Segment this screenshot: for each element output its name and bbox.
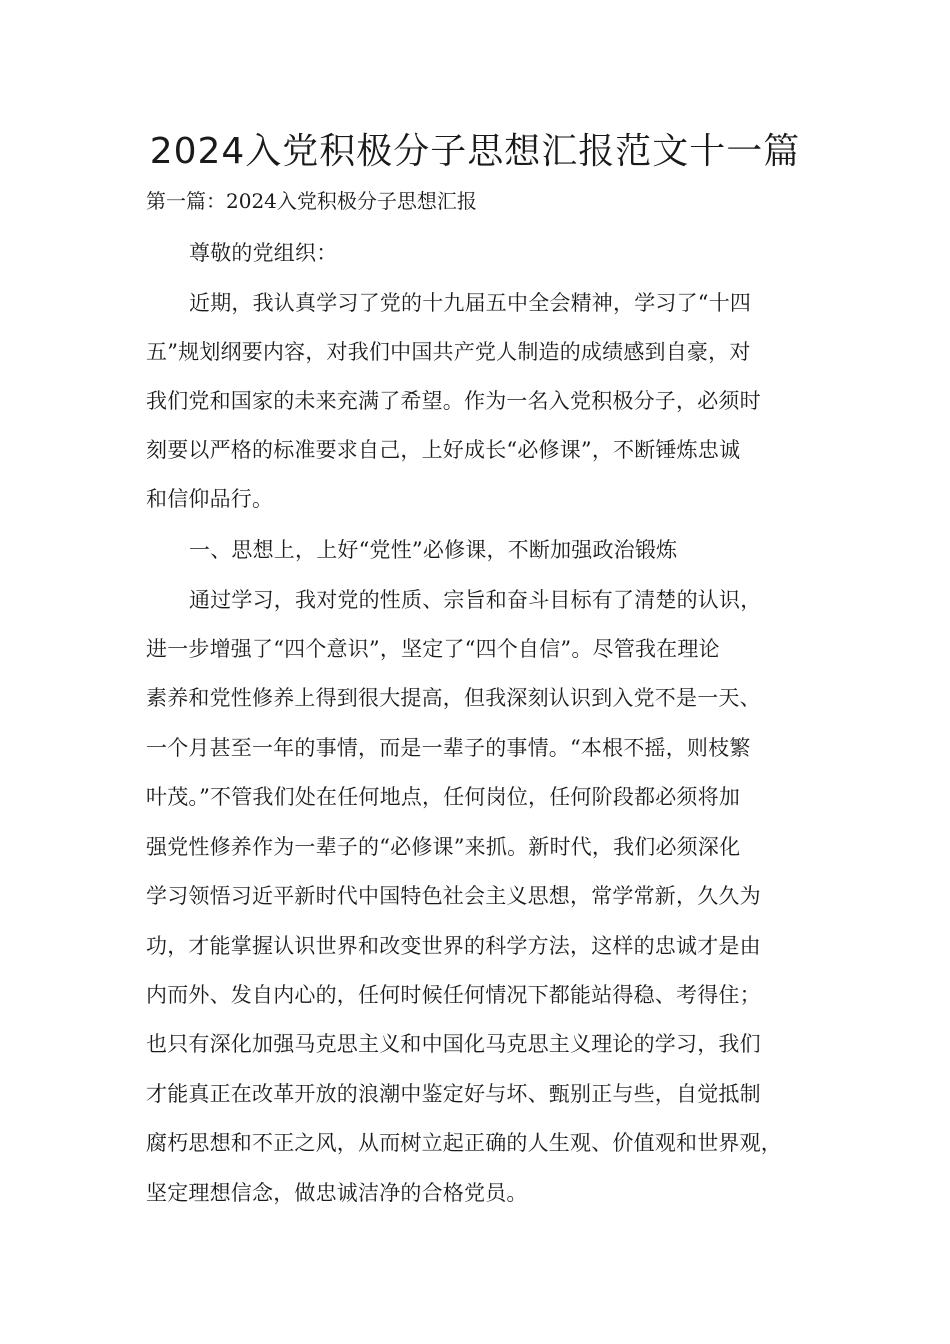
paragraph-line: 通过学习，我对党的性质、宗旨和奋斗目标有了清楚的认识， — [189, 588, 762, 612]
paragraph-line: 一个月甚至一年的事情，而是一辈子的事情。“本根不摇，则枝繁 — [146, 736, 751, 760]
section-subtitle: 第一篇：2024入党积极分子思想汇报 — [146, 189, 477, 213]
section-heading: 一、思想上，上好“党性”必修课，不断加强政治锻炼 — [189, 538, 678, 562]
paragraph-line: 强党性修养作为一辈子的“必修课”来抓。新时代，我们必须深化 — [146, 835, 741, 859]
paragraph-line: 坚定理想信念，做忠诚洁净的合格党员。 — [146, 1181, 528, 1205]
paragraph-line: 素养和党性修养上得到很大提高，但我深刻认识到入党不是一天、 — [146, 686, 761, 710]
paragraph-line: 近期，我认真学习了党的十九届五中全会精神，学习了“十四 — [189, 291, 752, 315]
paragraph-line: 也只有深化加强马克思主义和中国化马克思主义理论的学习，我们 — [146, 1032, 761, 1056]
paragraph-line: 功，才能掌握认识世界和改变世界的科学方法，这样的忠诚才是由 — [146, 934, 761, 958]
paragraph-line: 学习领悟习近平新时代中国特色社会主义思想，常学常新，久久为 — [146, 884, 761, 908]
paragraph-line: 我们党和国家的未来充满了希望。作为一名入党积极分子，必须时 — [146, 389, 761, 413]
document-title: 2024入党积极分子思想汇报范文十一篇 — [149, 131, 801, 172]
paragraph-line: 进一步增强了“四个意识”，坚定了“四个自信”。尽管我在理论 — [146, 637, 720, 661]
paragraph-line: 内而外、发自内心的，任何时候任何情况下都能站得稳、考得住； — [146, 983, 761, 1007]
paragraph-line: 才能真正在改革开放的浪潮中鉴定好与坏、甄别正与些，自觉抵制 — [146, 1082, 761, 1106]
paragraph-line: 叶茂。”不管我们处在任何地点，任何岗位，任何阶段都必须将加 — [146, 785, 741, 809]
paragraph-line: 和信仰品行。 — [146, 487, 274, 511]
paragraph-line: 刻要以严格的标准要求自己，上好成长“必修课”，不断锤炼忠诚 — [146, 438, 741, 462]
paragraph-line: 五”规划纲要内容，对我们中国共产党人制造的成绩感到自豪，对 — [146, 340, 751, 364]
salutation: 尊敬的党组织： — [189, 241, 338, 265]
paragraph-line: 腐朽思想和不正之风，从而树立起正确的人生观、价值观和世界观， — [146, 1131, 782, 1155]
